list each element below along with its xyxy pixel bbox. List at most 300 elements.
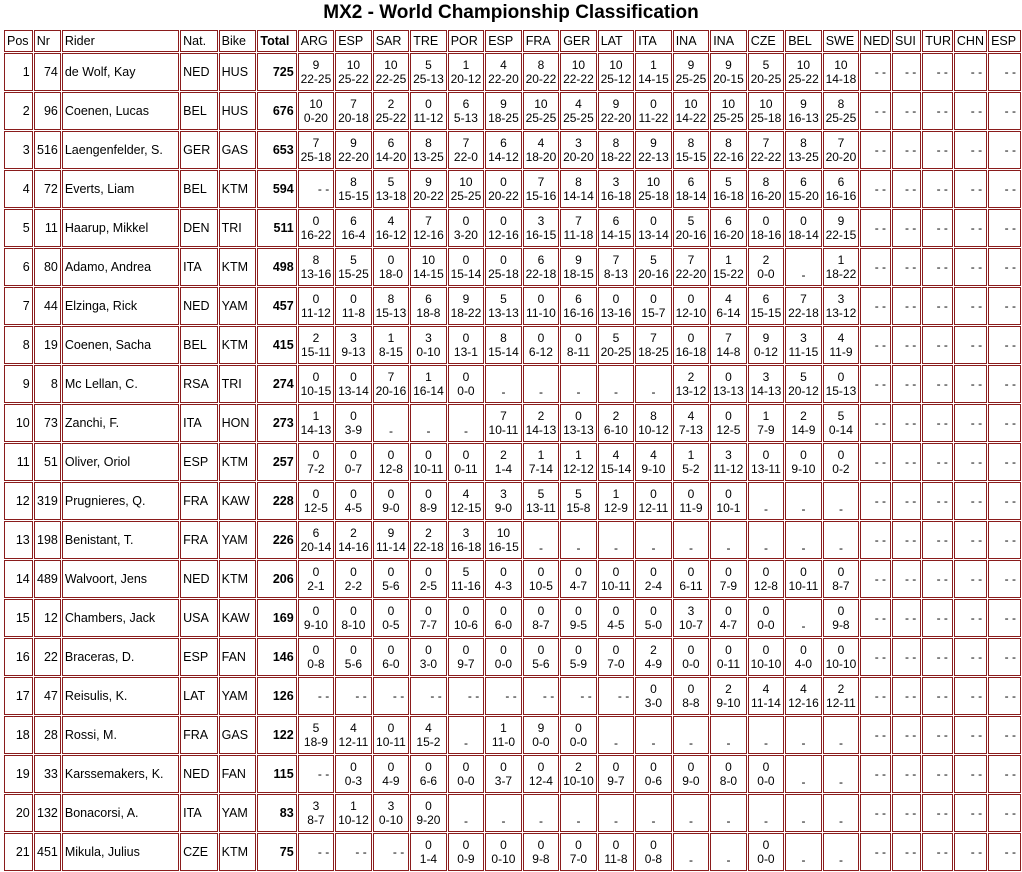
column-header-0: Pos (4, 30, 33, 52)
result-cell (988, 404, 1021, 442)
gp-points: 0 (837, 448, 845, 462)
result-cell (373, 482, 410, 520)
moto-points: 12-11 (638, 501, 669, 515)
moto-points: 11-14 (376, 540, 406, 554)
moto-points: 7-0 (569, 852, 588, 866)
result-cell (335, 794, 372, 832)
empty-result: - - (936, 104, 948, 118)
result-cell (485, 716, 522, 754)
gp-points: 7 (500, 409, 507, 423)
result-cell (485, 131, 522, 169)
result-cell (635, 638, 672, 676)
gp-points: 0 (762, 643, 770, 657)
result-cell (748, 248, 785, 286)
gp-points: 3 (837, 292, 845, 306)
empty-result: - (726, 736, 731, 750)
empty-result: - - (1004, 533, 1016, 547)
nr-cell: 451 (34, 833, 61, 871)
result-cell (988, 638, 1021, 676)
moto-points: 13-14 (338, 384, 369, 398)
pos-cell: 7 (4, 287, 33, 325)
nr-cell: 12 (34, 599, 61, 637)
empty-result: - - (617, 689, 630, 703)
moto-points: 16-22 (300, 228, 332, 242)
moto-points: 2-1 (307, 579, 325, 593)
result-cell (635, 599, 672, 637)
gp-points: 8 (575, 175, 582, 189)
moto-points: 12-4 (528, 774, 553, 788)
empty-result: - - (904, 767, 917, 781)
result-cell (410, 755, 447, 793)
empty-result: - (576, 814, 581, 828)
moto-points: 10-10 (563, 774, 594, 788)
column-header-7: ESP (335, 30, 372, 52)
result-cell (922, 755, 953, 793)
gp-points: 0 (462, 448, 470, 462)
result-cell (673, 287, 710, 325)
column-header-6: ARG (298, 30, 335, 52)
table-row (4, 677, 1021, 715)
moto-points: 25-13 (413, 72, 444, 86)
moto-points: 0-10 (416, 345, 441, 359)
result-cell (785, 794, 822, 832)
moto-points: 9-8 (832, 618, 850, 632)
moto-points: 15-22 (713, 267, 744, 281)
result-cell (560, 287, 597, 325)
gp-points: 8 (612, 136, 620, 150)
column-header-2: Rider (62, 30, 179, 52)
result-cell (635, 287, 672, 325)
gp-points: 10 (571, 58, 586, 72)
gp-points: 4 (762, 682, 770, 696)
result-cell (410, 560, 447, 598)
classification-table (3, 29, 1022, 872)
gp-points: 0 (312, 448, 320, 462)
gp-points: 10 (421, 253, 436, 267)
result-cell (448, 521, 485, 559)
result-cell (823, 53, 860, 91)
gp-points: 10 (384, 58, 398, 72)
result-cell (335, 833, 372, 871)
result-cell (410, 599, 447, 637)
gp-points: 3 (537, 214, 545, 228)
column-header-21: NED (860, 30, 891, 52)
moto-points: 0-0 (494, 657, 513, 671)
moto-points: 14-15 (638, 72, 669, 86)
gp-points: 1 (350, 799, 357, 813)
gp-points: 8 (725, 136, 732, 150)
column-header-11: ESP (485, 30, 522, 52)
result-cell (673, 365, 710, 403)
result-cell (560, 599, 597, 637)
result-cell (710, 521, 747, 559)
moto-points: 22-20 (338, 150, 369, 164)
bike-cell: YAM (219, 677, 257, 715)
result-cell (823, 599, 860, 637)
result-cell (922, 209, 953, 247)
result-cell (823, 131, 860, 169)
empty-result: - - (936, 260, 948, 274)
moto-points: 5-6 (344, 657, 363, 671)
total-cell: 226 (257, 521, 296, 559)
table-row (4, 560, 1021, 598)
result-cell (785, 677, 822, 715)
result-cell (922, 638, 953, 676)
empty-result: - - (904, 533, 917, 547)
gp-points: 0 (762, 604, 770, 618)
result-cell (560, 131, 597, 169)
gp-points: 0 (725, 643, 732, 657)
result-cell (673, 755, 710, 793)
moto-points: 7-14 (528, 462, 553, 476)
moto-points: 20-12 (788, 384, 819, 398)
empty-result: - - (1004, 338, 1016, 352)
empty-result: - - (936, 650, 948, 664)
moto-points: 8-9 (419, 501, 438, 515)
result-cell (954, 326, 987, 364)
result-cell (335, 53, 372, 91)
moto-points: 25-25 (563, 111, 594, 125)
column-header-17: INA (710, 30, 747, 52)
result-cell (673, 599, 710, 637)
moto-points: 18-20 (525, 150, 557, 164)
result-cell (448, 209, 485, 247)
empty-result: - (426, 424, 431, 438)
bike-cell: KAW (219, 482, 257, 520)
result-cell (710, 794, 747, 832)
bike-cell: TRI (219, 209, 257, 247)
result-cell (523, 833, 560, 871)
gp-points: 0 (350, 643, 357, 657)
moto-points: 22-15 (825, 228, 857, 242)
nat-cell: BEL (180, 92, 218, 130)
moto-points: 10-11 (413, 462, 444, 476)
moto-points: 4-7 (719, 618, 738, 632)
moto-points: 9-0 (382, 501, 400, 515)
result-cell (560, 443, 597, 481)
gp-points: 4 (537, 136, 545, 150)
gp-points: 0 (687, 682, 695, 696)
empty-result: - (726, 814, 731, 828)
result-cell (892, 404, 921, 442)
moto-points: 4-9 (382, 774, 400, 788)
result-cell (673, 521, 710, 559)
moto-points: 9-20 (416, 813, 441, 827)
gp-points: 5 (650, 253, 657, 267)
result-cell (922, 716, 953, 754)
moto-points: 22-20 (675, 267, 707, 281)
result-cell (954, 443, 987, 481)
gp-points: 5 (387, 175, 395, 189)
pos-cell: 3 (4, 131, 33, 169)
result-cell (748, 482, 785, 520)
empty-result: - (763, 736, 768, 750)
result-cell (785, 404, 822, 442)
nat-cell: CZE (180, 833, 218, 871)
result-cell (523, 209, 560, 247)
result-cell (823, 833, 860, 871)
moto-points: 25-25 (713, 111, 744, 125)
nat-cell: RSA (180, 365, 218, 403)
result-cell (892, 92, 921, 130)
empty-result: - - (936, 806, 948, 820)
gp-points: 2 (350, 526, 357, 540)
page-title: MX2 - World Championship Classification (323, 2, 699, 23)
moto-points: 0-0 (457, 384, 475, 398)
moto-points: 13-11 (526, 501, 556, 515)
moto-points: 0-11 (716, 657, 740, 671)
moto-points: 16-18 (713, 189, 744, 203)
result-cell (823, 560, 860, 598)
bike-cell: FAN (219, 638, 257, 676)
result-cell (710, 599, 747, 637)
result-cell (673, 170, 710, 208)
bike-cell: KTM (219, 326, 257, 364)
result-cell (954, 716, 987, 754)
moto-points: 10-6 (453, 618, 478, 632)
moto-points: 3-7 (494, 774, 513, 788)
moto-points: 5-2 (682, 462, 700, 476)
gp-points: 9 (462, 292, 470, 306)
moto-points: 11-18 (563, 228, 594, 242)
empty-result: - - (1004, 104, 1016, 118)
result-cell (635, 404, 672, 442)
bike-cell: GAS (219, 716, 257, 754)
result-cell (988, 326, 1021, 364)
result-cell (710, 560, 747, 598)
result-cell (523, 287, 560, 325)
gp-points: 10 (646, 175, 661, 189)
nat-cell: ESP (180, 443, 218, 481)
empty-result: - - (904, 143, 917, 157)
bike-cell: KAW (219, 599, 257, 637)
moto-points: 14-16 (338, 540, 369, 554)
moto-points: 18-25 (638, 345, 669, 359)
empty-result: - (613, 814, 618, 828)
gp-points: 3 (462, 526, 470, 540)
result-cell (298, 248, 335, 286)
gp-points: 0 (612, 838, 620, 852)
moto-points: 16-4 (341, 228, 366, 242)
rider-cell: Laengenfelder, S. (62, 131, 179, 169)
moto-points: 14-12 (488, 150, 519, 164)
moto-points: 22-22 (563, 72, 594, 86)
gp-points: 10 (834, 58, 848, 72)
result-cell (598, 755, 635, 793)
result-cell (373, 53, 410, 91)
result-cell (373, 326, 410, 364)
result-cell (892, 326, 921, 364)
empty-result: - - (970, 494, 983, 508)
result-cell (748, 53, 785, 91)
empty-result: - - (874, 182, 887, 196)
result-cell (710, 755, 747, 793)
empty-result: - (688, 541, 693, 555)
gp-points: 2 (687, 370, 695, 384)
result-cell (673, 326, 710, 364)
empty-result: - (463, 736, 468, 750)
nat-cell: NED (180, 53, 218, 91)
result-cell (410, 638, 447, 676)
result-cell (823, 92, 860, 130)
moto-points: 0-12 (753, 345, 778, 359)
gp-points: 2 (837, 682, 845, 696)
empty-result: - - (936, 65, 948, 79)
nat-cell: ITA (180, 404, 218, 442)
result-cell (598, 638, 635, 676)
empty-result: - - (355, 689, 367, 703)
moto-points: 0-6 (644, 774, 663, 788)
gp-points: 6 (800, 175, 807, 189)
result-cell (560, 92, 597, 130)
result-cell (860, 677, 891, 715)
gp-points: 5 (687, 214, 695, 228)
result-cell (710, 365, 747, 403)
table-row (4, 716, 1021, 754)
empty-result: - - (936, 377, 948, 391)
moto-points: 8-15 (378, 345, 403, 359)
bike-cell: YAM (219, 794, 257, 832)
result-cell (710, 53, 747, 91)
total-cell: 122 (257, 716, 296, 754)
gp-points: 8 (762, 175, 770, 189)
gp-points: 5 (425, 58, 432, 72)
pos-cell: 12 (4, 482, 33, 520)
moto-points: 10-11 (601, 579, 631, 593)
gp-points: 3 (312, 799, 320, 813)
result-cell (710, 92, 747, 130)
pos-cell: 5 (4, 209, 33, 247)
moto-points: 11-22 (638, 111, 669, 125)
empty-result: - (613, 736, 618, 750)
table-row (4, 209, 1021, 247)
moto-points: 9-0 (494, 501, 513, 515)
gp-points: 3 (575, 136, 582, 150)
gp-points: 7 (425, 214, 432, 228)
empty-result: - (576, 385, 581, 399)
gp-points: 0 (725, 487, 732, 501)
empty-result: - - (317, 767, 330, 781)
result-cell (922, 170, 953, 208)
gp-points: 0 (575, 838, 582, 852)
column-header-5: Total (257, 30, 296, 52)
empty-result: - (801, 541, 806, 555)
result-cell (335, 404, 372, 442)
moto-points: 0-0 (757, 267, 775, 281)
empty-result: - - (936, 689, 948, 703)
result-cell (823, 248, 860, 286)
result-cell (560, 560, 597, 598)
result-cell (560, 170, 597, 208)
result-cell (785, 53, 822, 91)
empty-result: - - (970, 182, 983, 196)
moto-points: 20-25 (750, 72, 782, 86)
moto-points: 2-4 (644, 579, 663, 593)
result-cell (635, 53, 672, 91)
empty-result: - - (904, 728, 917, 742)
moto-points: 11-9 (829, 345, 853, 359)
gp-points: 0 (650, 214, 657, 228)
gp-points: 2 (612, 409, 620, 423)
gp-points: 0 (350, 409, 357, 423)
gp-points: 9 (387, 526, 395, 540)
result-cell (373, 638, 410, 676)
result-cell (448, 794, 485, 832)
moto-points: 20-16 (638, 267, 669, 281)
gp-points: 8 (312, 253, 320, 267)
gp-points: 6 (837, 175, 845, 189)
moto-points: 18-16 (750, 228, 782, 242)
empty-result: - - (1004, 377, 1016, 391)
result-cell (785, 365, 822, 403)
empty-result: - - (355, 845, 367, 859)
result-cell (485, 677, 522, 715)
result-cell (710, 287, 747, 325)
column-header-16: INA (673, 30, 710, 52)
moto-points: 14-13 (525, 423, 557, 437)
nat-cell: GER (180, 131, 218, 169)
nr-cell: 72 (34, 170, 61, 208)
gp-points: 5 (350, 253, 357, 267)
result-cell (448, 677, 485, 715)
moto-points: 12-12 (563, 462, 594, 476)
result-cell (598, 92, 635, 130)
gp-points: 4 (462, 487, 470, 501)
gp-points: 7 (537, 175, 545, 189)
gp-points: 9 (687, 58, 695, 72)
moto-points: 14-14 (563, 189, 594, 203)
gp-points: 0 (462, 214, 470, 228)
empty-result: - (801, 268, 806, 282)
gp-points: 0 (312, 643, 320, 657)
moto-points: 3-0 (419, 657, 438, 671)
moto-points: 0-0 (757, 774, 775, 788)
gp-points: 0 (612, 760, 620, 774)
gp-points: 9 (800, 97, 807, 111)
empty-result: - - (936, 728, 948, 742)
moto-points: 7-0 (607, 657, 625, 671)
gp-points: 0 (500, 760, 507, 774)
result-cell (410, 209, 447, 247)
result-cell (748, 599, 785, 637)
result-cell (448, 365, 485, 403)
empty-result: - - (970, 104, 983, 118)
result-cell (373, 755, 410, 793)
moto-points: 15-2 (416, 735, 441, 749)
moto-points: 16-18 (450, 540, 482, 554)
result-cell (748, 92, 785, 130)
result-cell (560, 53, 597, 91)
bike-cell: HON (219, 404, 257, 442)
gp-points: 0 (312, 370, 320, 384)
gp-points: 0 (387, 253, 395, 267)
result-cell (823, 794, 860, 832)
gp-points: 2 (800, 409, 807, 423)
result-cell (673, 92, 710, 130)
empty-result: - (838, 775, 843, 789)
result-cell (448, 170, 485, 208)
gp-points: 0 (312, 214, 320, 228)
gp-points: 0 (387, 760, 395, 774)
moto-points: 10-12 (638, 423, 669, 437)
gp-points: 0 (800, 565, 807, 579)
result-cell (335, 248, 372, 286)
rider-cell: Reisulis, K. (62, 677, 179, 715)
result-cell (560, 482, 597, 520)
result-cell (860, 794, 891, 832)
moto-points: 15-13 (375, 306, 407, 320)
moto-points: 11-8 (341, 306, 365, 320)
